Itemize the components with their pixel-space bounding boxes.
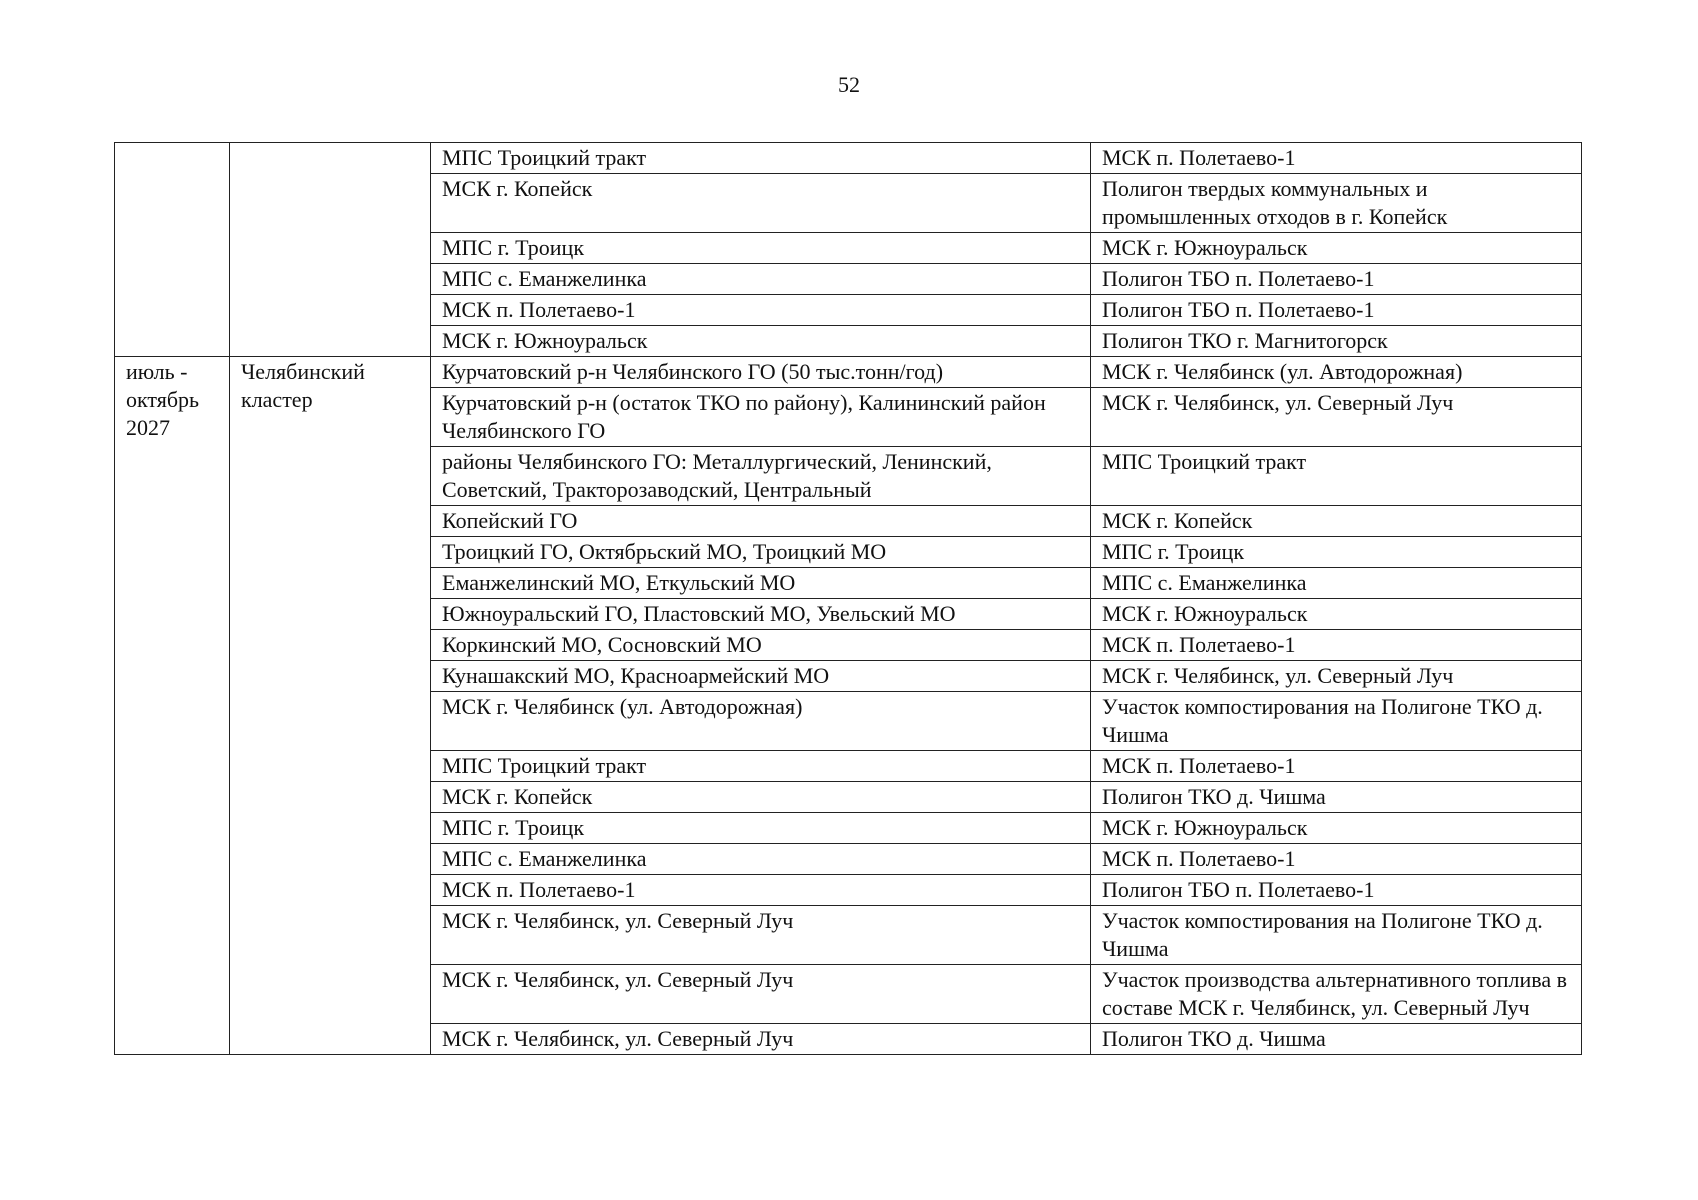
source-cell: Коркинский МО, Сосновский МО [431, 630, 1091, 661]
destination-cell: Полигон ТБО п. Полетаево-1 [1091, 875, 1582, 906]
source-cell: МСК п. Полетаево-1 [431, 295, 1091, 326]
table-row [115, 143, 1582, 174]
source-cell: Копейский ГО [431, 506, 1091, 537]
destination-cell: МСК п. Полетаево-1 [1091, 143, 1582, 174]
cluster-cell: Челябинский кластер [230, 357, 431, 1055]
source-cell: Еманжелинский МО, Еткульский МО [431, 568, 1091, 599]
destination-cell: МСК г. Челябинск (ул. Автодорожная) [1091, 357, 1582, 388]
destination-cell: Полигон ТБО п. Полетаево-1 [1091, 264, 1582, 295]
source-cell: МПС Троицкий тракт [431, 751, 1091, 782]
source-cell: МСК г. Челябинск (ул. Автодорожная) [431, 692, 1091, 751]
destination-cell: Полигон ТБО п. Полетаево-1 [1091, 295, 1582, 326]
source-cell: МСК г. Челябинск, ул. Северный Луч [431, 906, 1091, 965]
source-cell: Кунашакский МО, Красноармейский МО [431, 661, 1091, 692]
source-cell: МСК п. Полетаево-1 [431, 875, 1091, 906]
destination-cell: Участок производства альтернативного топлива в составе МСК г. Челябинск, ул. Северный Луч [1091, 965, 1582, 1024]
source-cell: МПС с. Еманжелинка [431, 844, 1091, 875]
page-number: 52 [838, 72, 860, 97]
source-cell: МСК г. Копейск [431, 174, 1091, 233]
destination-cell: Полигон ТКО д. Чишма [1091, 782, 1582, 813]
source-cell: МСК г. Челябинск, ул. Северный Луч [431, 1024, 1091, 1055]
destination-cell: МСК п. Полетаево-1 [1091, 844, 1582, 875]
destination-cell: Участок компостирования на Полигоне ТКО д. Чишма [1091, 906, 1582, 965]
source-cell: МСК г. Копейск [431, 782, 1091, 813]
destination-cell: МСК г. Копейск [1091, 506, 1582, 537]
table-row [115, 357, 1582, 388]
destination-cell: МПС Троицкий тракт [1091, 447, 1582, 506]
destination-cell: МСК п. Полетаево-1 [1091, 751, 1582, 782]
destination-cell: Полигон твердых коммунальных и промышленных отходов в г. Копейск [1091, 174, 1582, 233]
period-cell [115, 143, 230, 357]
destination-cell: Полигон ТКО д. Чишма [1091, 1024, 1582, 1055]
table-body [115, 143, 1582, 1055]
destination-cell: МСК п. Полетаево-1 [1091, 630, 1582, 661]
destination-cell: МПС г. Троицк [1091, 537, 1582, 568]
destination-cell: МПС с. Еманжелинка [1091, 568, 1582, 599]
source-cell: МПС Троицкий тракт [431, 143, 1091, 174]
destination-cell: МСК г. Южноуральск [1091, 813, 1582, 844]
source-cell: Курчатовский р-н (остаток ТКО по району), Калининский район Челябинского ГО [431, 388, 1091, 447]
destination-cell: МСК г. Южноуральск [1091, 599, 1582, 630]
source-cell: МПС с. Еманжелинка [431, 264, 1091, 295]
destination-cell: МСК г. Челябинск, ул. Северный Луч [1091, 661, 1582, 692]
destination-cell: МСК г. Челябинск, ул. Северный Луч [1091, 388, 1582, 447]
source-cell: МСК г. Челябинск, ул. Северный Луч [431, 965, 1091, 1024]
source-cell: МПС г. Троицк [431, 233, 1091, 264]
source-cell: МПС г. Троицк [431, 813, 1091, 844]
source-cell: Южноуральский ГО, Пластовский МО, Увельский МО [431, 599, 1091, 630]
source-cell: Курчатовский р-н Челябинского ГО (50 тыс.тонн/год) [431, 357, 1091, 388]
source-cell: Троицкий ГО, Октябрьский МО, Троицкий МО [431, 537, 1091, 568]
destination-cell: Полигон ТКО г. Магнитогорск [1091, 326, 1582, 357]
cluster-cell [230, 143, 431, 357]
source-cell: районы Челябинского ГО: Металлургический, Ленинский, Советский, Тракторозаводский, Центральный [431, 447, 1091, 506]
destination-cell: МСК г. Южноуральск [1091, 233, 1582, 264]
period-cell: июль - октябрь 2027 [115, 357, 230, 1055]
waste-flow-table [114, 142, 1582, 1055]
source-cell: МСК г. Южноуральск [431, 326, 1091, 357]
destination-cell: Участок компостирования на Полигоне ТКО д. Чишма [1091, 692, 1582, 751]
